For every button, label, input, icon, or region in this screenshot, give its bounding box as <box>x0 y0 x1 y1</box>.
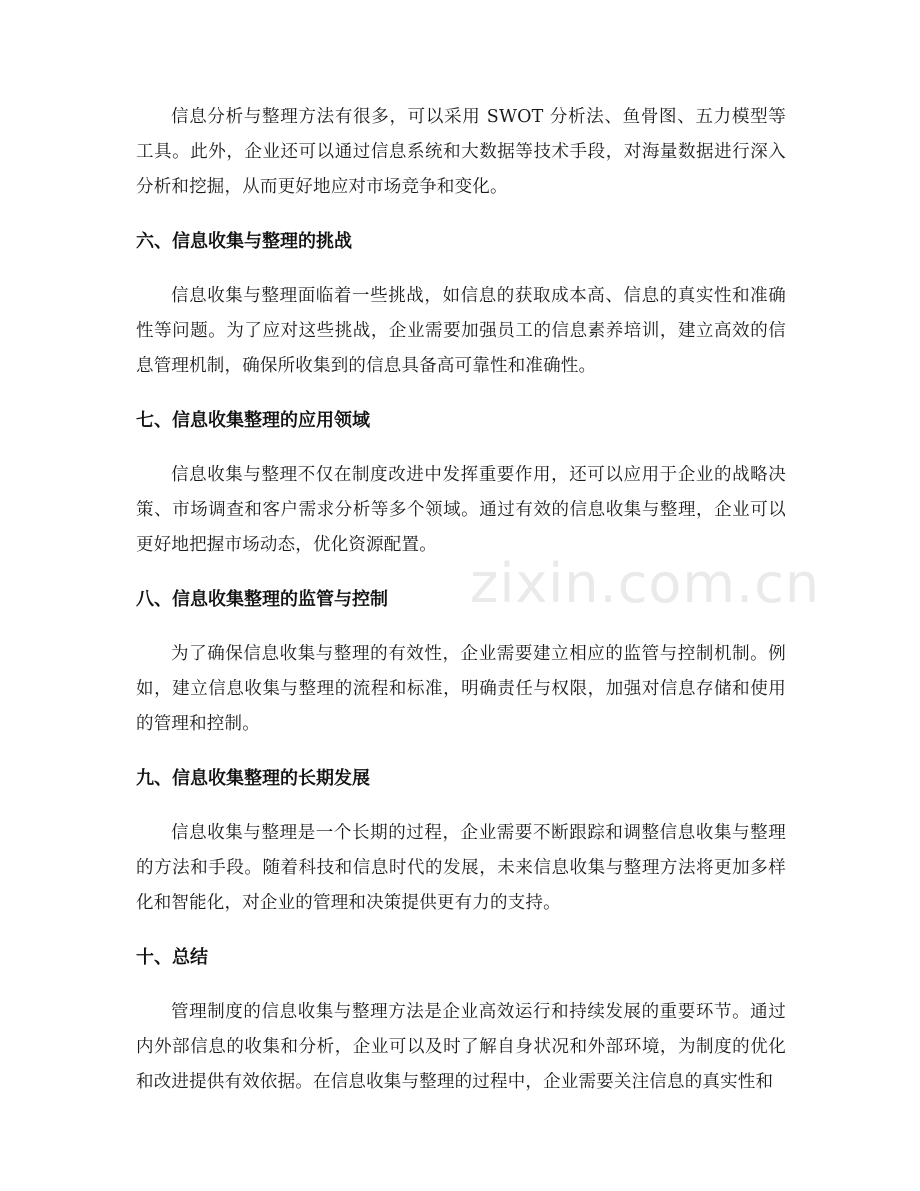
section-heading-9: 九、信息收集整理的长期发展 <box>136 768 370 789</box>
section-heading-7: 七、信息收集整理的应用领域 <box>136 410 370 431</box>
section-heading-6: 六、信息收集与整理的挑战 <box>136 231 352 252</box>
section-paragraph-10: 管理制度的信息收集与整理方法是企业高效运行和持续发展的重要环节。通过内外部信息的收集和分析，企业可以及时了解自身状况和外部环境，为制度的优化和改进提供有效依据。在信息收集与整理的过程中，企业需要关注信息的真实性和 <box>136 1002 786 1092</box>
section-paragraph-9: 信息收集与整理是一个长期的过程，企业需要不断跟踪和调整信息收集与整理的方法和手段。随着科技和信息时代的发展，未来信息收集与整理方法将更加多样化和智能化，对企业的管理和决策提供更有力的支持。 <box>136 823 786 913</box>
section-paragraph-6: 信息收集与整理面临着一些挑战，如信息的获取成本高、信息的真实性和准确性等问题。为了应对这些挑战，企业需要加强员工的信息素养培训，建立高效的信息管理机制，确保所收集到的信息具备高可靠性和准确性。 <box>136 286 786 376</box>
intro-paragraph: 信息分析与整理方法有很多，可以采用 SWOT 分析法、鱼骨图、五力模型等工具。此外，企业还可以通过信息系统和大数据等技术手段，对海量数据进行深入分析和挖掘，从而更好地应对市场竞争和变化。 <box>136 107 786 197</box>
document-page <box>136 100 786 1100</box>
watermark-text: zixin.com.cn <box>470 552 821 615</box>
section-paragraph-8: 为了确保信息收集与整理的有效性，企业需要建立相应的监管与控制机制。例如，建立信息收集与整理的流程和标准，明确责任与权限，加强对信息存储和使用的管理和控制。 <box>136 644 786 734</box>
section-heading-10: 十、总结 <box>136 947 208 968</box>
section-paragraph-7: 信息收集与整理不仅在制度改进中发挥重要作用，还可以应用于企业的战略决策、市场调查和客户需求分析等多个领域。通过有效的信息收集与整理，企业可以更好地把握市场动态，优化资源配置。 <box>136 465 786 555</box>
section-heading-8: 八、信息收集整理的监管与控制 <box>136 589 388 610</box>
